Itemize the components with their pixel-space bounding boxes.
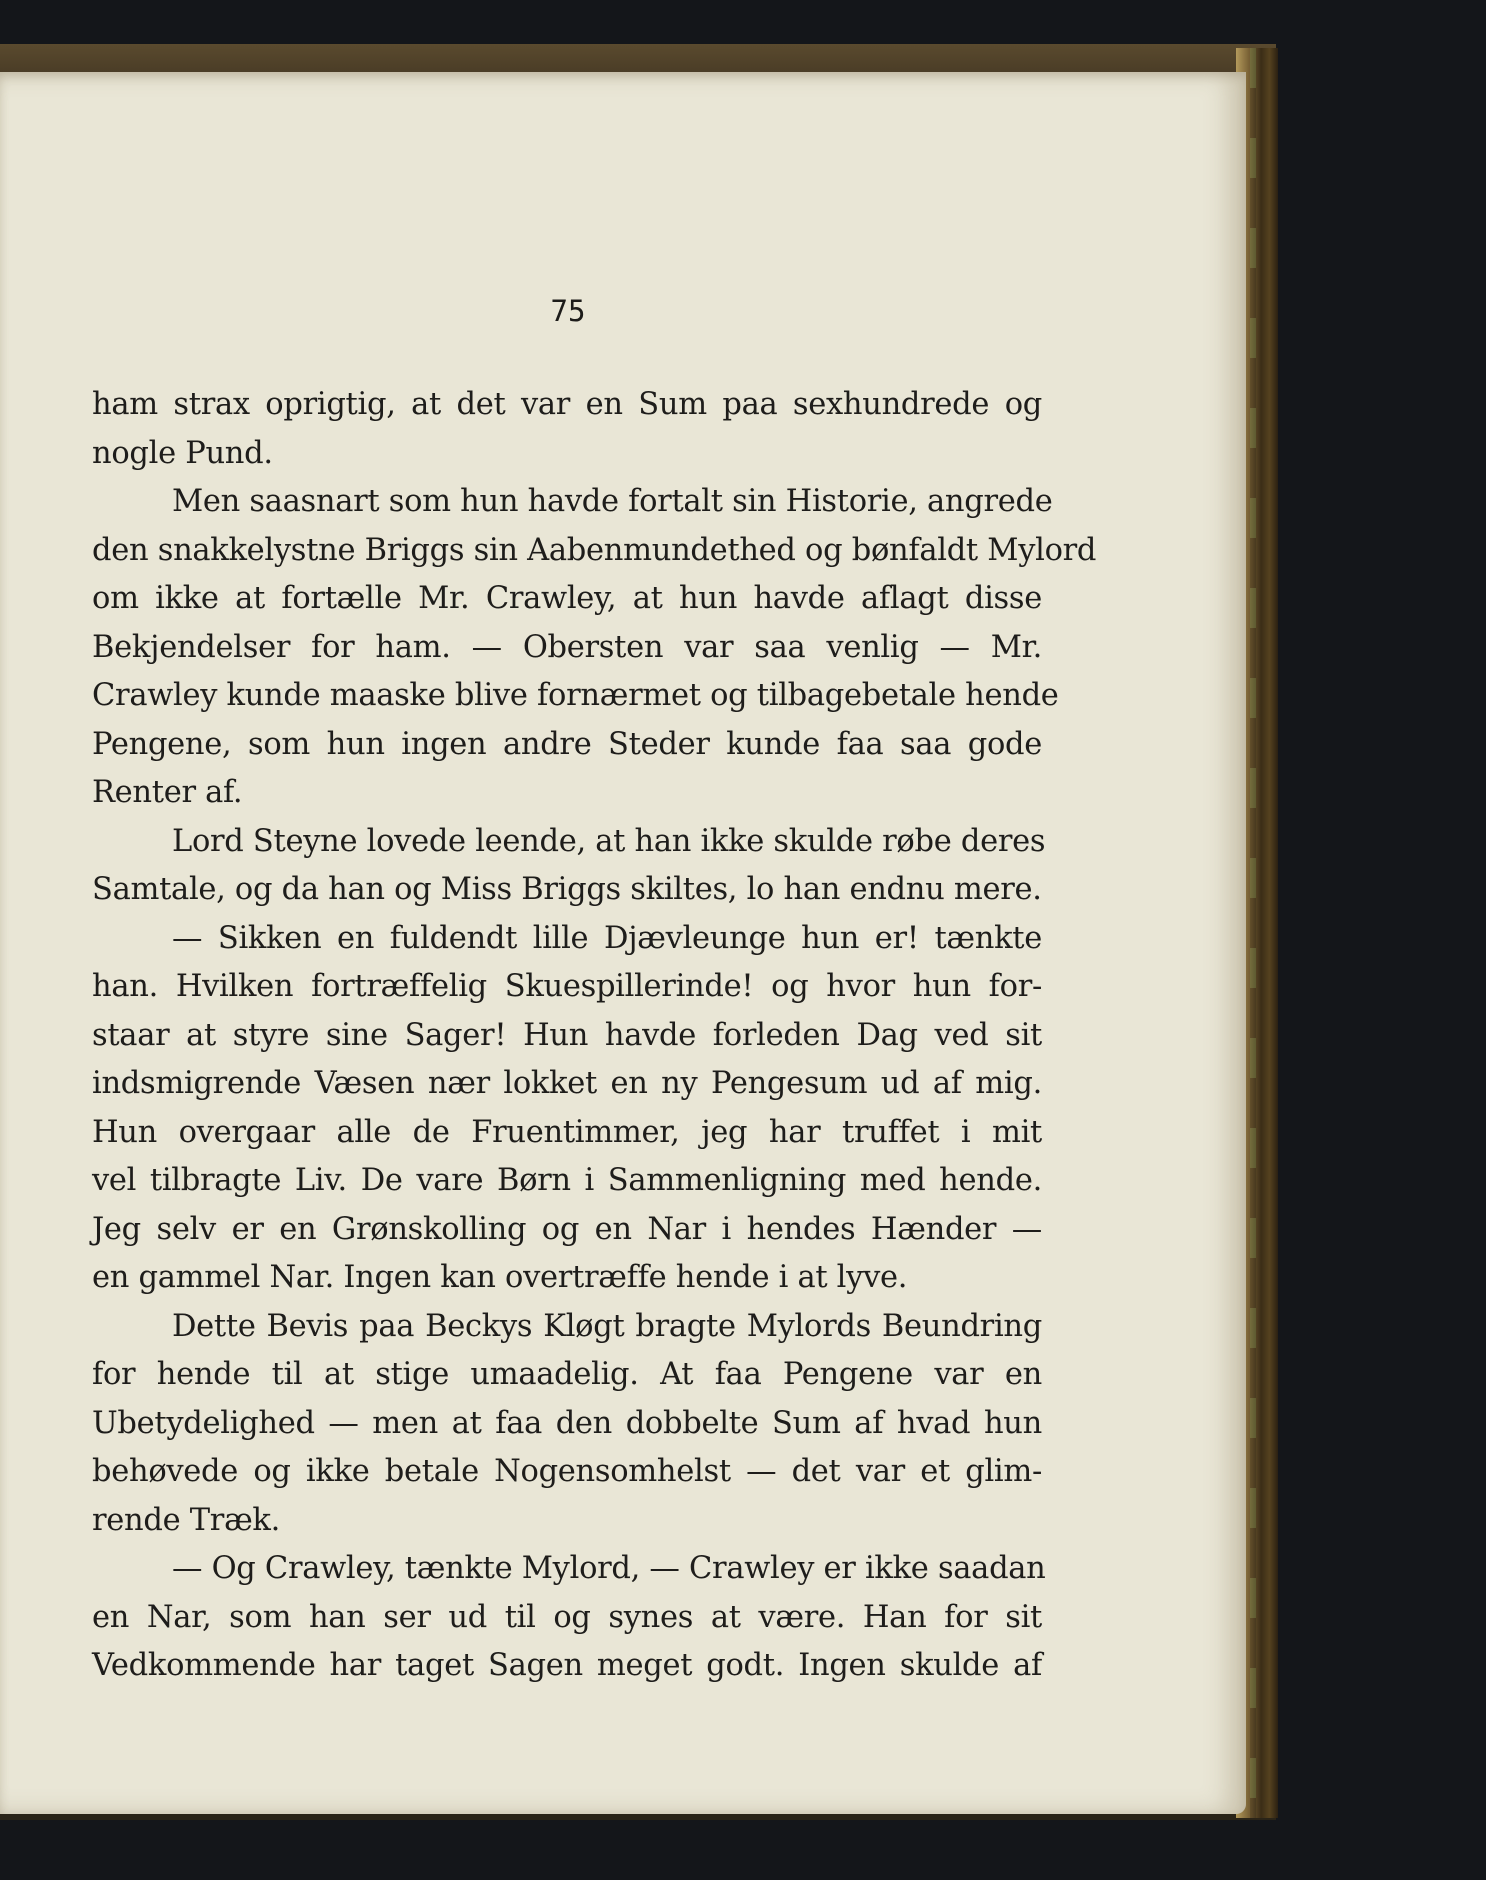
text-line: Samtale, og da han og Miss Briggs skiltes, lo han endnu mere. xyxy=(92,872,1042,907)
text-line: Lord Steyne lovede leende, at han ikke skulde røbe deres xyxy=(172,823,1046,859)
text-line: behøvede og ikke betale Nogensomhelst — det var et glim- xyxy=(92,1454,1042,1489)
text-line: Bekjendelser for ham. — Obersten var saa venlig — Mr. xyxy=(92,629,1042,665)
page-number: 75 xyxy=(550,294,586,328)
text-line: Vedkommende har taget Sagen meget godt. Ingen skulde af xyxy=(92,1648,1042,1683)
text-line: vel tilbragte Liv. De vare Børn i Sammenligning med hende. xyxy=(92,1163,1042,1198)
text-line: staar at styre sine Sager! Hun havde forleden Dag ved sit xyxy=(92,1017,1042,1053)
text-line: Hun overgaar alle de Fruentimmer, jeg har truffet i mit xyxy=(92,1114,1042,1150)
text-line: Crawley kunde maaske blive fornærmet og tilbagebetale hende xyxy=(92,678,1059,713)
text-line: rende Træk. xyxy=(92,1502,281,1538)
text-line: — Og Crawley, tænkte Mylord, — Crawley er ikke saadan xyxy=(172,1551,1046,1586)
text-line: — Sikken en fuldendt lille Djævleunge hun er! tænkte xyxy=(172,920,1042,956)
text-line: en Nar, som han ser ud til og synes at være. Han for sit xyxy=(92,1599,1042,1635)
text-line: Men saasnart som hun havde fortalt sin Historie, angrede xyxy=(172,484,1053,519)
text-line: en gammel Nar. Ingen kan overtræffe hende i at lyve. xyxy=(92,1260,908,1295)
text-line: nogle Pund. xyxy=(92,435,273,471)
text-line: han. Hvilken fortræffelig Skuespillerinde! og hvor hun for- xyxy=(92,969,1042,1004)
text-line: Dette Bevis paa Beckys Kløgt bragte Mylords Beundring xyxy=(172,1308,1042,1344)
text-line: Ubetydelighed — men at faa den dobbelte Sum af hvad hun xyxy=(92,1405,1042,1441)
text-line: for hende til at stige umaadelig. At faa Pengene var en xyxy=(92,1357,1042,1392)
text-line: Pengene, som hun ingen andre Steder kunde faa saa gode xyxy=(92,726,1042,762)
text-line: indsmigrende Væsen nær lokket en ny Pengesum ud af mig. xyxy=(92,1066,1042,1101)
text-line: den snakkelystne Briggs sin Aabenmundethed og bønfaldt Mylord xyxy=(92,532,1097,568)
text-line: Jeg selv er en Grønskolling og en Nar i hendes Hænder — xyxy=(92,1211,1042,1247)
text-line: om ikke at fortælle Mr. Crawley, at hun havde aflagt disse xyxy=(92,581,1042,616)
page-text xyxy=(92,381,1097,1691)
text-line: Renter af. xyxy=(92,775,243,810)
book-page xyxy=(0,72,1246,1814)
text-line: ham strax oprigtig, at det var en Sum paa sexhundrede og xyxy=(92,387,1042,422)
